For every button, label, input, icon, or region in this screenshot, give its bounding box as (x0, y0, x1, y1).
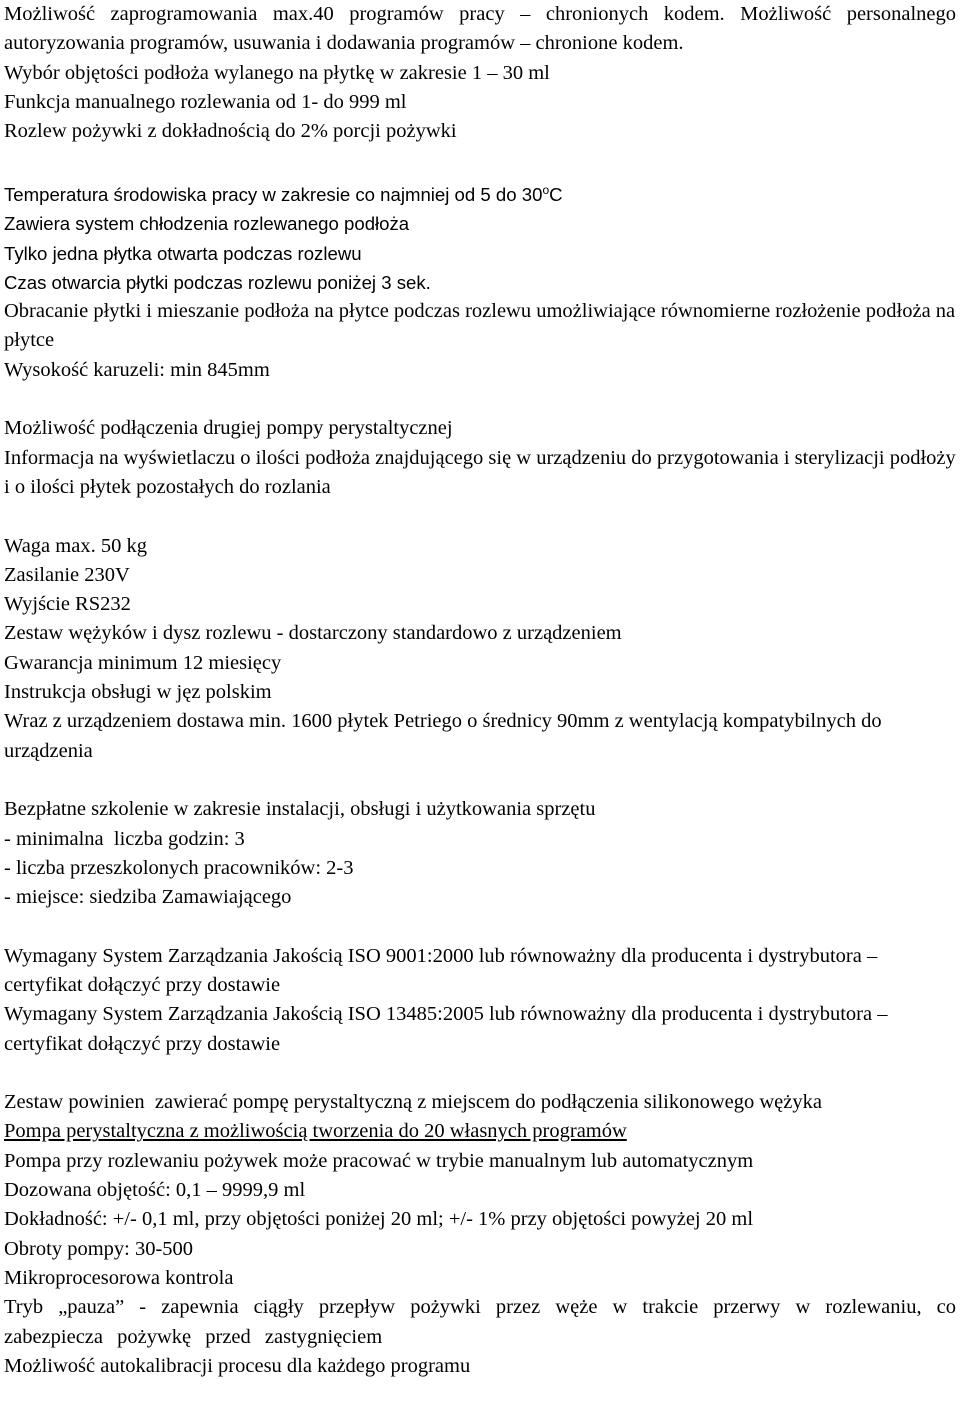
text-training-staff: - liczba przeszkolonych pracowników: 2-3 (4, 856, 354, 879)
text-operating-temperature (4, 176, 956, 209)
text-single-plate-open: Tylko jedna płytka otwarta podczas rozlewu (4, 242, 362, 264)
text-power-supply: Zasilanie 230V (4, 563, 130, 586)
text-manual-pouring: Funkcja manualnego rozlewania od 1- do 999 ml (4, 90, 407, 113)
text-pause-mode: Tryb „pauza” - zapewnia ciągły przepływ pożywki przez węże w trakcie przerwy w rozlewaniu, co zabezpiecza pożywkę przed zastygnięciem (4, 1296, 956, 1348)
degree-superscript: o (542, 182, 550, 197)
text-peristaltic-pump-set: Zestaw powinien zawierać pompę perystaltyczną z miejscem do podłączenia silikonowego wężyka (4, 1091, 822, 1114)
text-rs232-output: Wyjście RS232 (4, 593, 131, 616)
text-plate-open-time: Czas otwarcia płytki podczas rozlewu poniżej 3 sek. (4, 271, 431, 293)
text-programs-protection: Możliwość zaprogramowania max.40 programów pracy – chronionych kodem. Możliwość personalnego autoryzowania programów, usuwania i dodawania programów – chronione kodem. (4, 3, 956, 55)
text-iso-13485: Wymagany System Zarządzania Jakością ISO 13485:2005 lub równoważny dla producenta i dystrybutora – certyfikat dołączyć przy dostawie (4, 1003, 888, 1055)
spacer (4, 912, 956, 941)
spacer (4, 385, 956, 414)
text-hose-set: Zestaw wężyków i dysz rozlewu - dostarczony standardowo z urządzeniem (4, 622, 622, 645)
text-operating-temperature-unit: C (549, 183, 563, 205)
text-dosing-accuracy: Dokładność: +/- 0,1 ml, przy objętości poniżej 20 ml; +/- 1% przy objętości powyżej 20 ml (4, 1208, 754, 1231)
spacer (4, 766, 956, 795)
text-carousel-height: Wysokość karuzeli: min 845mm (4, 358, 270, 381)
text-volume-range: Wybór objętości podłoża wylanego na płytkę w zakresie 1 – 30 ml (4, 61, 550, 84)
text-plate-rotation: Obracanie płytki i mieszanie podłoża na płytce podczas rozlewu umożliwiające równomierne rozłożenie podłoża na płytce (4, 300, 956, 352)
text-second-pump: Możliwość podłączenia drugiej pompy perystaltycznej (4, 417, 453, 440)
spacer (4, 502, 956, 531)
text-microprocessor-control: Mikroprocesorowa kontrola (4, 1266, 234, 1289)
text-training-location: - miejsce: siedziba Zamawiającego (4, 886, 292, 909)
text-petri-dishes: Wraz z urządzeniem dostawa min. 1600 płytek Petriego o średnicy 90mm z wentylacją kompatybilnych do urządzenia (4, 710, 882, 762)
text-training-hours: - minimalna liczba godzin: 3 (4, 827, 245, 850)
text-autocalibration: Możliwość autokalibracji procesu dla każdego programu (4, 1354, 471, 1377)
text-training: Bezpłatne szkolenie w zakresie instalacji, obsługi i użytkowania sprzętu (4, 798, 596, 821)
spacer (4, 146, 956, 175)
text-operating-temperature-main: Temperatura środowiska pracy w zakresie co najmniej od 5 do 30 (4, 183, 543, 205)
text-pump-programs: Pompa perystaltyczna z możliwością tworzenia do 20 własnych programów (4, 1120, 627, 1143)
text-display-info: Informacja na wyświetlaczu o ilości podłoża znajdującego się w urządzeniu do przygotowania i sterylizacji podłoży i o ilości płytek pozostałych do rozlania (4, 446, 956, 498)
text-pump-modes: Pompa przy rozlewaniu pożywek może pracować w trybie manualnym lub automatycznym (4, 1149, 754, 1172)
text-pouring-accuracy: Rozlew pożywki z dokładnością do 2% porcji pożywki (4, 120, 457, 143)
text-weight: Waga max. 50 kg (4, 534, 147, 557)
text-manual-polish: Instrukcja obsługi w jęz polskim (4, 681, 272, 704)
text-pump-speed: Obroty pompy: 30-500 (4, 1237, 194, 1260)
text-warranty: Gwarancja minimum 12 miesięcy (4, 651, 282, 674)
text-dosing-volume: Dozowana objętość: 0,1 – 9999,9 ml (4, 1179, 306, 1202)
text-iso-9001: Wymagany System Zarządzania Jakością ISO 9001:2000 lub równoważny dla producenta i dystrybutora – certyfikat dołączyć przy dostawie (4, 944, 878, 996)
spacer (4, 1059, 956, 1088)
document-page (4, 0, 956, 1381)
text-cooling-system: Zawiera system chłodzenia rozlewanego podłoża (4, 213, 410, 235)
